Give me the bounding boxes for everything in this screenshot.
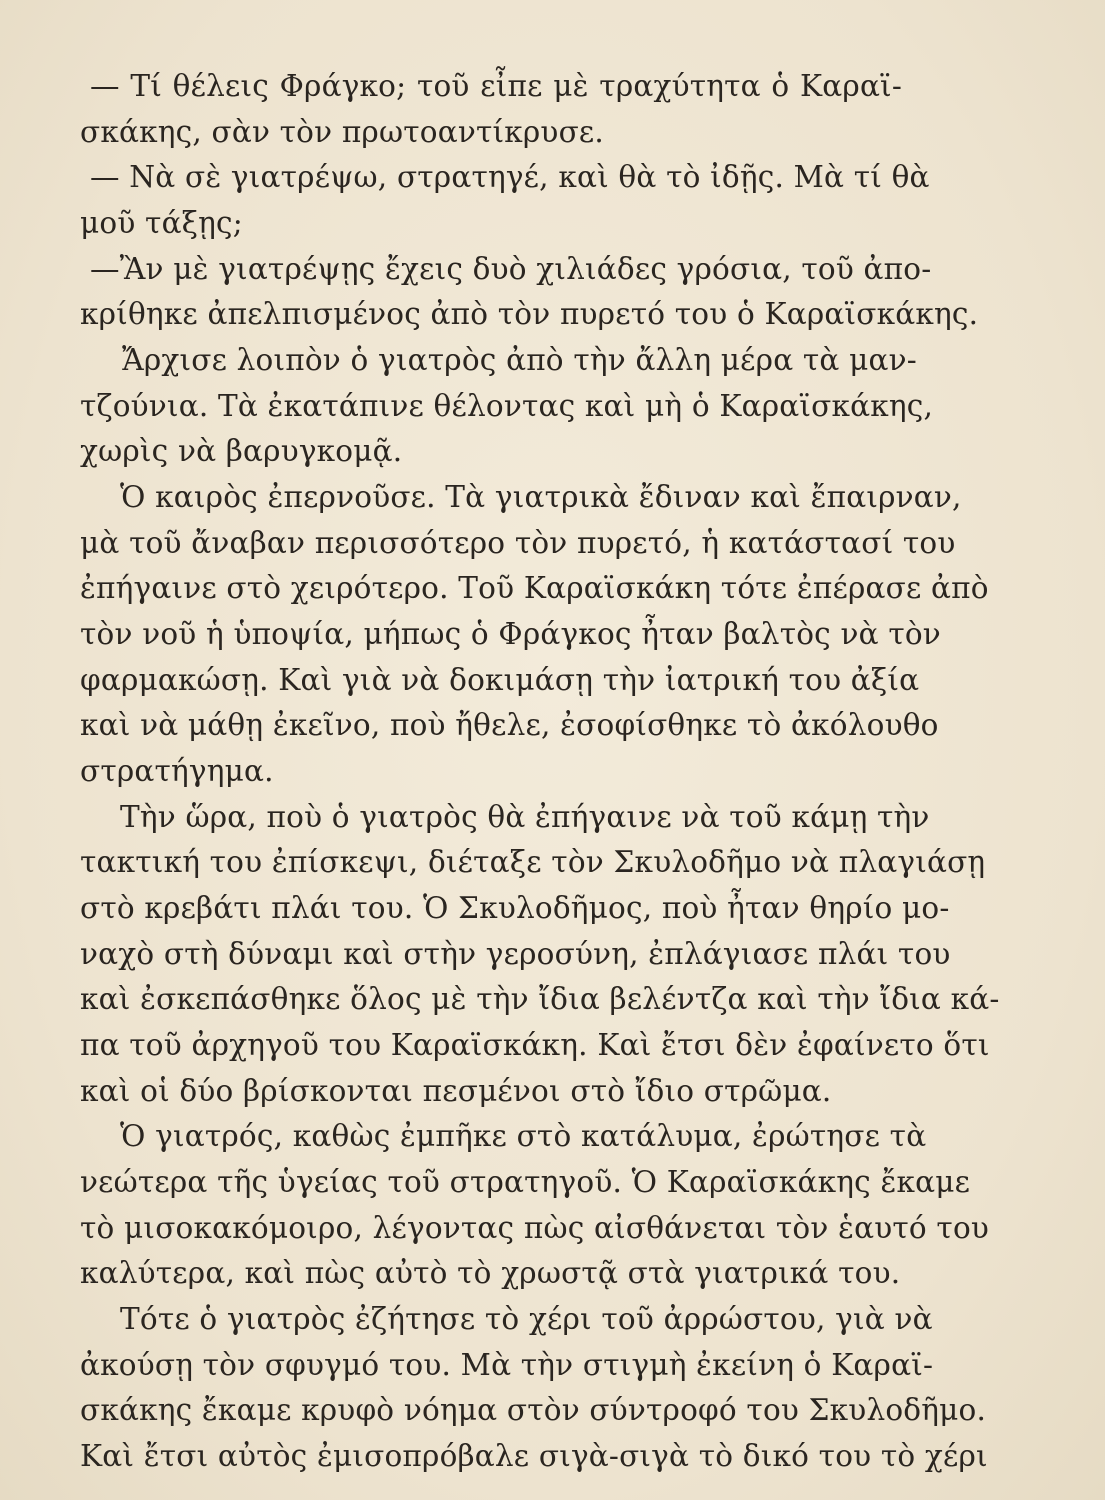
- text-line: τὸ μισοκακόμοιρο, λέγοντας πὼς αἰσθάνεται τὸν ἑαυτό του: [80, 1211, 990, 1245]
- text-line: κρίθηκε ἀπελπισμένος ἀπὸ τὸν πυρετό του ὁ Καραϊσκάκης.: [80, 297, 979, 331]
- text-line: σκάκης ἔκαμε κρυφὸ νόημα στὸν σύντροφό του Σκυλοδῆμο.: [80, 1393, 987, 1427]
- text-line: τζούνια. Τὰ ἐκατάπινε θέλοντας καὶ μὴ ὁ Καραϊσκάκης,: [80, 389, 934, 423]
- text-line: φαρμακώσῃ. Καὶ γιὰ νὰ δοκιμάσῃ τὴν ἰατρική του ἀξία: [80, 663, 920, 697]
- text-line: —Ἂν μὲ γιατρέψῃς ἔχεις δυὸ χιλιάδες γρόσια, τοῦ ἀπο-: [90, 252, 932, 286]
- text-line: χωρὶς νὰ βαρυγκομᾷ.: [80, 434, 403, 468]
- text-line: στὸ κρεβάτι πλάι του. Ὁ Σκυλοδῆμος, ποὺ ἦταν θηρίο μο-: [80, 891, 950, 925]
- text-line: Καὶ ἔτσι αὐτὸς ἐμισοπρόβαλε σιγὰ-σιγὰ τὸ δικό του τὸ χέρι: [80, 1439, 988, 1473]
- text-line: στρατήγημα.: [80, 754, 274, 788]
- text-line: μὰ τοῦ ἄναβαν περισσότερο τὸν πυρετό, ἡ κατάστασί του: [80, 526, 956, 560]
- text-line: σκάκης, σὰν τὸν πρωτοαντίκρυσε.: [80, 115, 604, 149]
- text-line: τακτική του ἐπίσκεψι, διέταξε τὸν Σκυλοδῆμο νὰ πλαγιάσῃ: [80, 845, 986, 879]
- text-line: μοῦ τάξῃς;: [80, 206, 243, 240]
- text-line: νεώτερα τῆς ὑγείας τοῦ στρατηγοῦ. Ὁ Καραϊσκάκης ἔκαμε: [80, 1165, 971, 1199]
- text-line: ἀκούσῃ τὸν σφυγμό του. Μὰ τὴν στιγμὴ ἐκείνη ὁ Καραϊ-: [80, 1348, 934, 1382]
- text-line: ναχὸ στὴ δύναμι καὶ στὴν γεροσύνη, ἐπλάγιασε πλάι του: [80, 937, 951, 971]
- text-line: πα τοῦ ἀρχηγοῦ του Καραϊσκάκη. Καὶ ἔτσι δὲν ἐφαίνετο ὅτι: [80, 1028, 990, 1062]
- text-line: καλύτερα, καὶ πὼς αὐτὸ τὸ χρωστᾷ στὰ γιατρικά του.: [80, 1256, 901, 1290]
- text-line: Ἄρχισε λοιπὸν ὁ γιατρὸς ἀπὸ τὴν ἄλλη μέρα τὰ μαν-: [122, 343, 917, 377]
- text-line: καὶ νὰ μάθῃ ἐκεῖνο, ποὺ ἤθελε, ἐσοφίσθηκε τὸ ἀκόλουθο: [80, 708, 939, 742]
- text-line: καὶ ἐσκεπάσθηκε ὅλος μὲ τὴν ἴδια βελέντζα καὶ τὴν ἴδια κά-: [80, 982, 1000, 1016]
- text-line: — Τί θέλεις Φράγκο; τοῦ εἶπε μὲ τραχύτητα ὁ Καραϊ-: [90, 69, 902, 103]
- text-line: Τότε ὁ γιατρὸς ἐζήτησε τὸ χέρι τοῦ ἀρρώστου, γιὰ νὰ: [120, 1302, 933, 1336]
- text-line: καὶ οἱ δύο βρίσκονται πεσμένοι στὸ ἴδιο στρῶμα.: [80, 1074, 832, 1108]
- text-line: Ὁ γιατρός, καθὼς ἐμπῆκε στὸ κατάλυμα, ἐρώτησε τὰ: [120, 1119, 927, 1153]
- text-line: — Νὰ σὲ γιατρέψω, στρατηγέ, καὶ θὰ τὸ ἰδῇς. Μὰ τί θὰ: [90, 160, 930, 194]
- text-line: Ὁ καιρὸς ἐπερνοῦσε. Τὰ γιατρικὰ ἔδιναν καὶ ἔπαιρναν,: [120, 480, 962, 514]
- text-line: ἐπήγαινε στὸ χειρότερο. Τοῦ Καραϊσκάκη τότε ἐπέρασε ἀπὸ: [80, 571, 989, 605]
- text-line: τὸν νοῦ ἡ ὑποψία, μήπως ὁ Φράγκος ἦταν βαλτὸς νὰ τὸν: [80, 617, 941, 651]
- text-line: Τὴν ὥρα, ποὺ ὁ γιατρὸς θὰ ἐπήγαινε νὰ τοῦ κάμῃ τὴν: [120, 800, 930, 834]
